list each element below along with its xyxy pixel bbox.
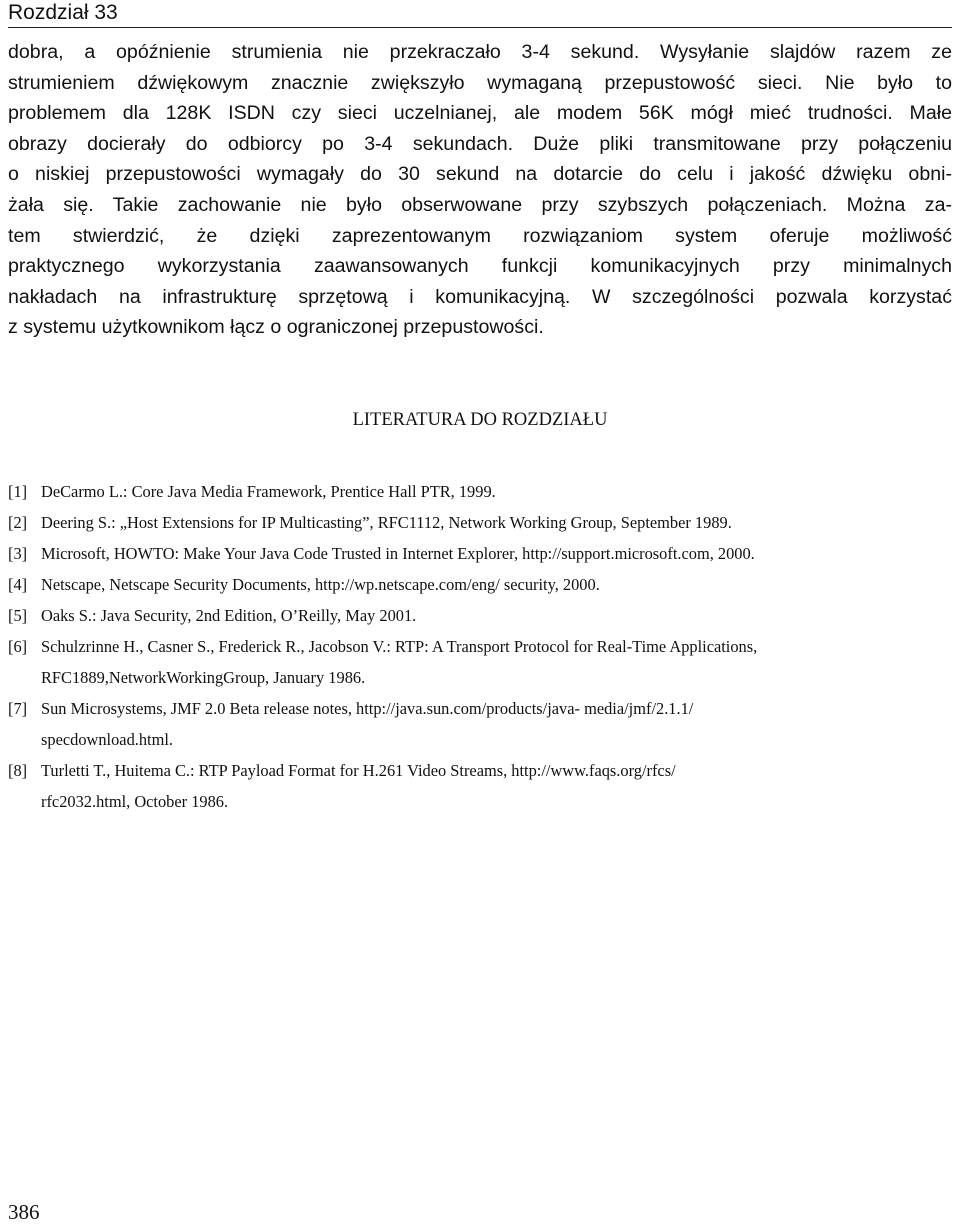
reference-text-continued: RFC1889,NetworkWorkingGroup, January 1986. [41,668,366,687]
reference-item [8,760,956,813]
body-line: obrazy docierały do odbiorcy po 3-4 sekundach. Duże pliki transmitowane przy połączeniu [8,132,952,155]
reference-number: [6] [8,637,28,656]
reference-item [8,512,956,534]
reference-text: Sun Microsystems, JMF 2.0 Beta release notes, http://java.sun.com/products/java- media/jmf/2.1.1/ [41,699,694,718]
reference-number: [1] [8,482,28,501]
reference-text: DeCarmo L.: Core Java Media Framework, Prentice Hall PTR, 1999. [41,482,496,501]
body-line: nakładach na infrastrukturę sprzętową i komunikacyjną. W szczególności pozwala korzystać [8,285,952,308]
reference-text-continued: specdownload.html. [41,730,174,749]
reference-text: Turletti T., Huitema C.: RTP Payload Format for H.261 Video Streams, http://www.faqs.org/rfcs/ [41,761,676,780]
references-list [8,481,956,822]
reference-item [8,543,956,565]
body-line: o niskiej przepustowości wymagały do 30 sekund na dotarcie do celu i jakość dźwięku obni- [8,163,952,186]
body-paragraph [8,37,952,343]
reference-number: [5] [8,606,28,625]
reference-number: [3] [8,544,28,563]
reference-number: [7] [8,699,28,718]
reference-text-continued: rfc2032.html, October 1986. [41,792,229,811]
body-line: praktycznego wykorzystania zaawansowanych funkcji komunikacyjnych przy minimalnych [8,255,952,278]
reference-number: [8] [8,761,28,780]
body-line: dobra, a opóźnienie strumienia nie przekraczało 3-4 sekund. Wysyłanie slajdów razem ze [8,41,952,63]
reference-text: Netscape, Netscape Security Documents, http://wp.netscape.com/eng/ security, 2000. [41,575,600,594]
reference-text: Schulzrinne H., Casner S., Frederick R., Jacobson V.: RTP: A Transport Protocol for Real-Time Applications, [41,637,758,656]
reference-text: Deering S.: „Host Extensions for IP Multicasting”, RFC1112, Network Working Group, September 1989. [41,513,732,532]
reference-item [8,605,956,627]
reference-item [8,574,956,596]
body-line: problemem dla 128K ISDN czy sieci uczelnianej, ale modem 56K mógł mieć trudności. Małe [8,102,952,125]
running-header: Rozdział 33 [8,0,952,28]
reference-item [8,698,956,751]
body-line: z systemu użytkownikom łącz o ograniczonej przepustowości. [8,316,544,339]
references-heading: LITERATURA DO ROZDZIAŁU [352,410,608,430]
reference-item [8,636,956,689]
body-line: żała się. Takie zachowanie nie było obserwowane przy szybszych połączeniach. Można za- [8,193,952,216]
reference-item [8,481,956,503]
page-number: 386 [8,1200,40,1224]
reference-number: [4] [8,575,28,594]
body-line: tem stwierdzić, że dzięki zaprezentowanym rozwiązaniom system oferuje możliwość [8,224,952,247]
reference-text: Microsoft, HOWTO: Make Your Java Code Trusted in Internet Explorer, http://support.microsoft.com, 2000. [41,544,755,563]
reference-text: Oaks S.: Java Security, 2nd Edition, O’Reilly, May 2001. [41,606,417,625]
reference-number: [2] [8,513,28,532]
body-line: strumieniem dźwiękowym znacznie zwiększyło wymaganą przepustowość sieci. Nie było to [8,71,952,94]
